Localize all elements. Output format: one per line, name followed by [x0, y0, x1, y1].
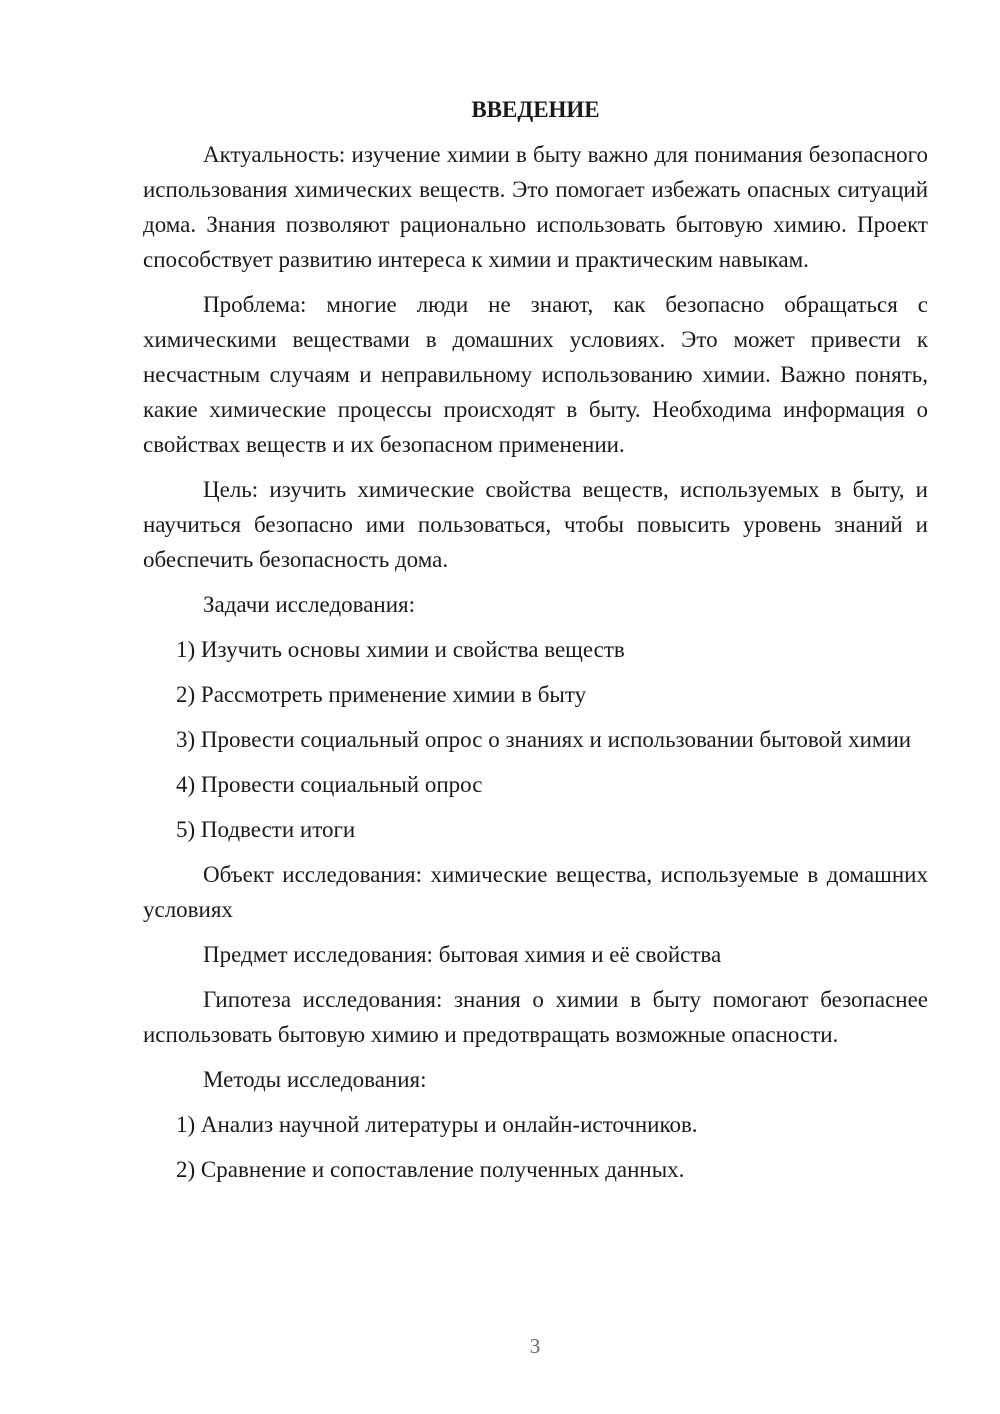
page-title: ВВЕДЕНИЕ — [471, 97, 600, 122]
task-item: 2) Рассмотреть применение химии в быту — [176, 682, 587, 707]
problem-paragraph: Проблема: многие люди не знают, как безопасно обращаться с химическими веществами в домашних условиях. Это может привести к несчастным случаям и неправильному использованию химии. Важно понять, какие химические процессы происходят в быту. Необходима информация о свойствах веществ и их безопасном применении. — [143, 292, 928, 457]
tasks-heading: Задачи исследования: — [203, 592, 416, 617]
task-item: 4) Провести социальный опрос — [176, 772, 483, 797]
method-item: 1) Анализ научной литературы и онлайн-источников. — [176, 1112, 698, 1137]
subject-paragraph: Предмет исследования: бытовая химия и её свойства — [203, 942, 722, 967]
method-item: 2) Сравнение и сопоставление полученных данных. — [176, 1157, 685, 1182]
hypothesis-paragraph: Гипотеза исследования: знания о химии в быту помогают безопаснее использовать бытовую химию и предотвращать возможные опасности. — [143, 987, 928, 1047]
task-item: 5) Подвести итоги — [176, 817, 356, 842]
page-content — [143, 95, 928, 1197]
relevance-paragraph: Актуальность: изучение химии в быту важно для понимания безопасного использования химических веществ. Это помогает избежать опасных ситуаций дома. Знания позволяют рационально использовать бытовую химию. Проект способствует развитию интереса к химии и практическим навыкам. — [143, 142, 928, 272]
task-item: 1) Изучить основы химии и свойства веществ — [176, 637, 625, 662]
page-number: 3 — [529, 1334, 541, 1358]
goal-paragraph: Цель: изучить химические свойства веществ, используемых в быту, и научиться безопасно ими пользоваться, чтобы повысить уровень знаний и обеспечить безопасность дома. — [143, 477, 928, 572]
object-paragraph: Объект исследования: химические вещества, используемые в домашних условиях — [143, 862, 928, 922]
task-item: 3) Провести социальный опрос о знаниях и использовании бытовой химии — [176, 727, 912, 752]
methods-heading: Методы исследования: — [203, 1067, 427, 1092]
